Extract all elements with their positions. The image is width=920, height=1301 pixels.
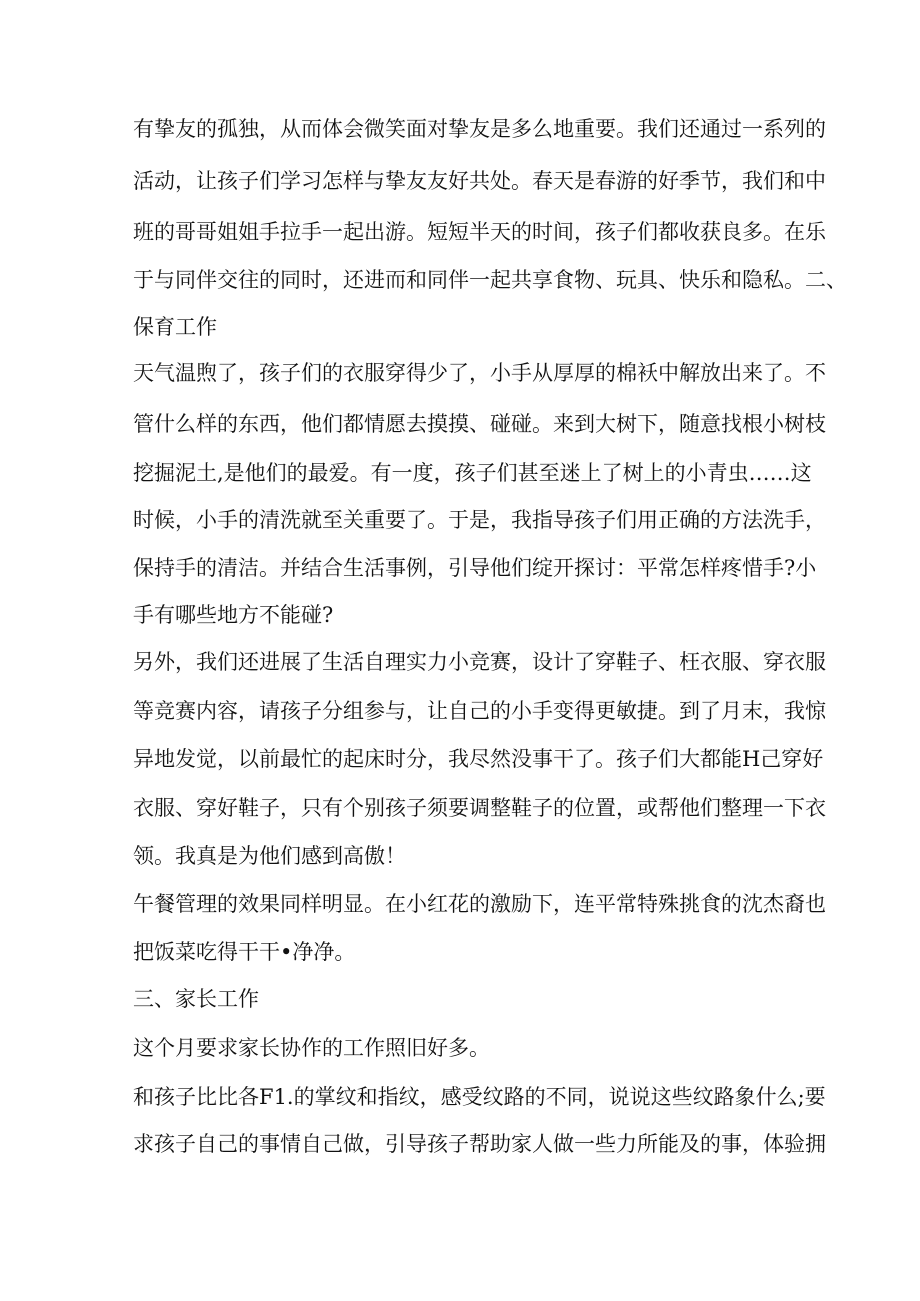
text-line: 于与同伴交往的同时，还进而和同伴一起共享食物、玩具、快乐和隐私。二、 bbox=[133, 268, 847, 292]
text-line: 衣服、穿好鞋子，只有个别孩子须要调整鞋子的位置，或帮他们整理一下衣 bbox=[133, 796, 826, 820]
text-line: 天气温煦了，孩子们的衣服穿得少了，小手从厚厚的棉袄中解放出来了。不 bbox=[133, 361, 826, 385]
text-line: 保持手的清洁。并结合生活事例，引导他们绽开探讨：平常怎样疼惜手?小 bbox=[133, 556, 817, 580]
text-line: 求孩子自己的事情自己做，引导孩子帮助家人做一些力所能及的事，体验拥 bbox=[133, 1132, 826, 1156]
text-line: 管什么样的东西，他们都情愿去摸摸、碰碰。来到大树下，随意找根小树枝 bbox=[133, 412, 826, 436]
text-line: 异地发觉，以前最忙的起床时分，我尽然没事干了。孩子们大都能H己穿好 bbox=[133, 747, 824, 771]
text-line: 和孩子比比各F1.的掌纹和指纹，感受纹路的不同，说说这些纹路象什么;要 bbox=[133, 1085, 826, 1109]
text-line: 等竞赛内容，请孩子分组参与，让自己的小手变得更敏捷。到了月末，我惊 bbox=[133, 699, 826, 723]
text-line: 活动，让孩子们学习怎样与挚友友好共处。春天是春游的好季节，我们和中 bbox=[133, 169, 826, 193]
text-line: 时候，小手的清洗就至关重要了。于是，我指导孩子们用正确的方法洗手， bbox=[133, 508, 826, 532]
text-line: 手有哪些地方不能碰? bbox=[133, 603, 334, 627]
text-line: 把饭菜吃得干干•净净。 bbox=[133, 940, 356, 964]
text-line: 班的哥哥姐姐手拉手一起出游。短短半天的时间，孩子们都收获良多。在乐 bbox=[133, 220, 826, 244]
text-line: 这个月要求家长协作的工作照旧好多。 bbox=[133, 1036, 490, 1060]
text-line: 另外，我们还进展了生活自理实力小竞赛，设计了穿鞋子、枉衣服、穿衣服 bbox=[133, 650, 826, 674]
text-line: 挖掘泥土,是他们的最爱。有一度，孩子们甚至迷上了树上的小青虫……这 bbox=[133, 461, 812, 485]
section-heading: 保育工作 bbox=[133, 315, 217, 339]
text-line: 有挚友的孤独，从而体会微笑面对挚友是多么地重要。我们还通过一系列的 bbox=[133, 117, 826, 141]
text-line: 领。我真是为他们感到高傲！ bbox=[133, 844, 406, 868]
text-line: 午餐管理的效果同样明显。在小红花的激励下，连平常特殊挑食的沈杰裔也 bbox=[133, 892, 826, 916]
section-heading: 三、家长工作 bbox=[133, 987, 259, 1011]
